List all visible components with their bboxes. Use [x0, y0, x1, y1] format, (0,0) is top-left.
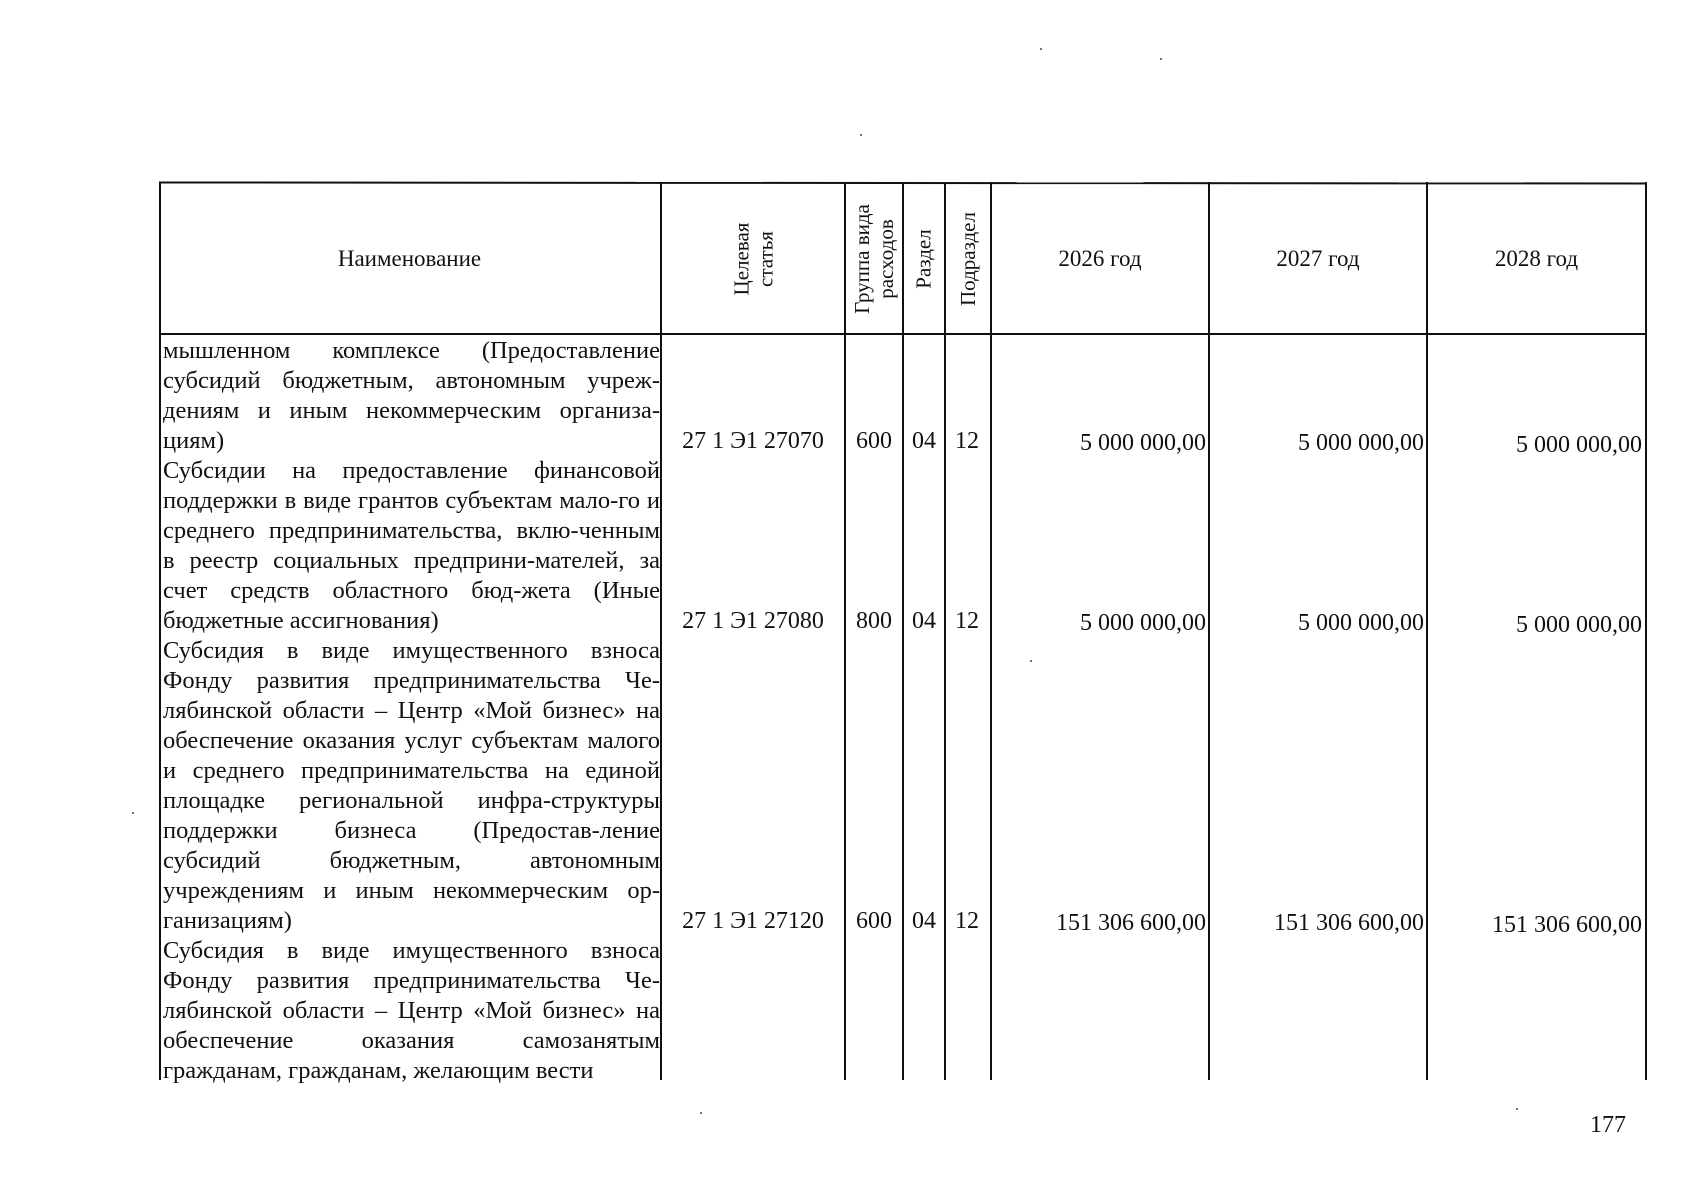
row-2-2027: 5 000 000,00: [1298, 610, 1424, 636]
scan-speck: [132, 812, 134, 814]
header-subsection: [946, 184, 990, 333]
row-3-2027: 151 306 600,00: [1274, 910, 1424, 936]
scan-speck: [1040, 48, 1042, 50]
header-name: [161, 184, 658, 333]
row-3-subsection: 12: [955, 908, 979, 934]
header-group: [846, 184, 902, 333]
header-name-label: Наименование: [337, 245, 482, 271]
row-1-group: 600: [856, 428, 892, 454]
header-2027: [1210, 184, 1426, 333]
scan-speck: [1160, 58, 1162, 60]
header-2026: [992, 184, 1208, 333]
row-4-description: Субсидия в виде имущественного взноса Фонду развития предпринимательства Че-лябинской области – Центр «Мой бизнес» на обеспечение оказания самозанятым гражданам, гражданам, желающим вести: [163, 937, 660, 1084]
header-group-line1: Группа вида: [850, 203, 874, 314]
header-target-line2: статья: [753, 230, 777, 287]
row-2-section: 04: [912, 608, 936, 634]
row-1-section: 04: [912, 428, 936, 454]
header-2027-label: 2027 год: [1276, 245, 1360, 271]
header-group-line2: расходов: [874, 218, 898, 299]
row-1-2028: 5 000 000,00: [1516, 432, 1642, 458]
row-1-2026: 5 000 000,00: [1080, 430, 1206, 456]
row-3-target: 27 1 Э1 27120: [682, 908, 824, 934]
page-number: 177: [1590, 1112, 1626, 1138]
header-2026-label: 2026 год: [1058, 245, 1142, 271]
row-3-2026: 151 306 600,00: [1056, 910, 1206, 936]
row-2-subsection: 12: [955, 608, 979, 634]
row-2-2028: 5 000 000,00: [1516, 612, 1642, 638]
row-1-description: мышленном комплексе (Предоставление субсидий бюджетным, автономным учреж-дениям и иным некоммерческим организа-циям): [163, 337, 660, 454]
row-3-description: Субсидия в виде имущественного взноса Фонду развития предпринимательства Че-лябинской области – Центр «Мой бизнес» на обеспечение оказания услуг субъектам малого и среднего предпринимательства на единой площадке региональной инфра-структуры поддержки бизнеса (Предостав-ление субсидий бюджетным, автономным учреждениям и иным некоммерческим ор-ганизациям): [163, 637, 660, 934]
scan-speck: [700, 1112, 702, 1114]
row-1-target: 27 1 Э1 27070: [682, 428, 824, 454]
row-1-2027: 5 000 000,00: [1298, 430, 1424, 456]
header-section: [904, 184, 944, 333]
col-line-right: [1645, 182, 1647, 1080]
row-3-2028: 151 306 600,00: [1492, 912, 1642, 938]
scan-speck: [1516, 1108, 1518, 1110]
header-subsection-label: Подраздел: [956, 211, 980, 306]
header-2028: [1428, 184, 1645, 333]
header-target-line1: Целевая: [729, 222, 753, 295]
row-1-subsection: 12: [955, 428, 979, 454]
row-2-group: 800: [856, 608, 892, 634]
row-2-description: Субсидии на предоставление финансовой поддержки в виде грантов субъектам мало-го и среднего предпринимательства, вклю-ченным в реестр социальных предприни-мателей, за счет средств областного бюд-жета (Иные бюджетные ассигнования): [163, 457, 660, 634]
header-2028-label: 2028 год: [1494, 245, 1579, 271]
row-3-section: 04: [912, 908, 936, 934]
scan-speck: [860, 134, 862, 136]
header-section-label: Раздел: [912, 228, 936, 289]
header-target: [662, 184, 844, 333]
row-2-target: 27 1 Э1 27080: [682, 608, 824, 634]
scan-speck: [1030, 660, 1032, 662]
row-2-2026: 5 000 000,00: [1080, 610, 1206, 636]
row-3-group: 600: [856, 908, 892, 934]
